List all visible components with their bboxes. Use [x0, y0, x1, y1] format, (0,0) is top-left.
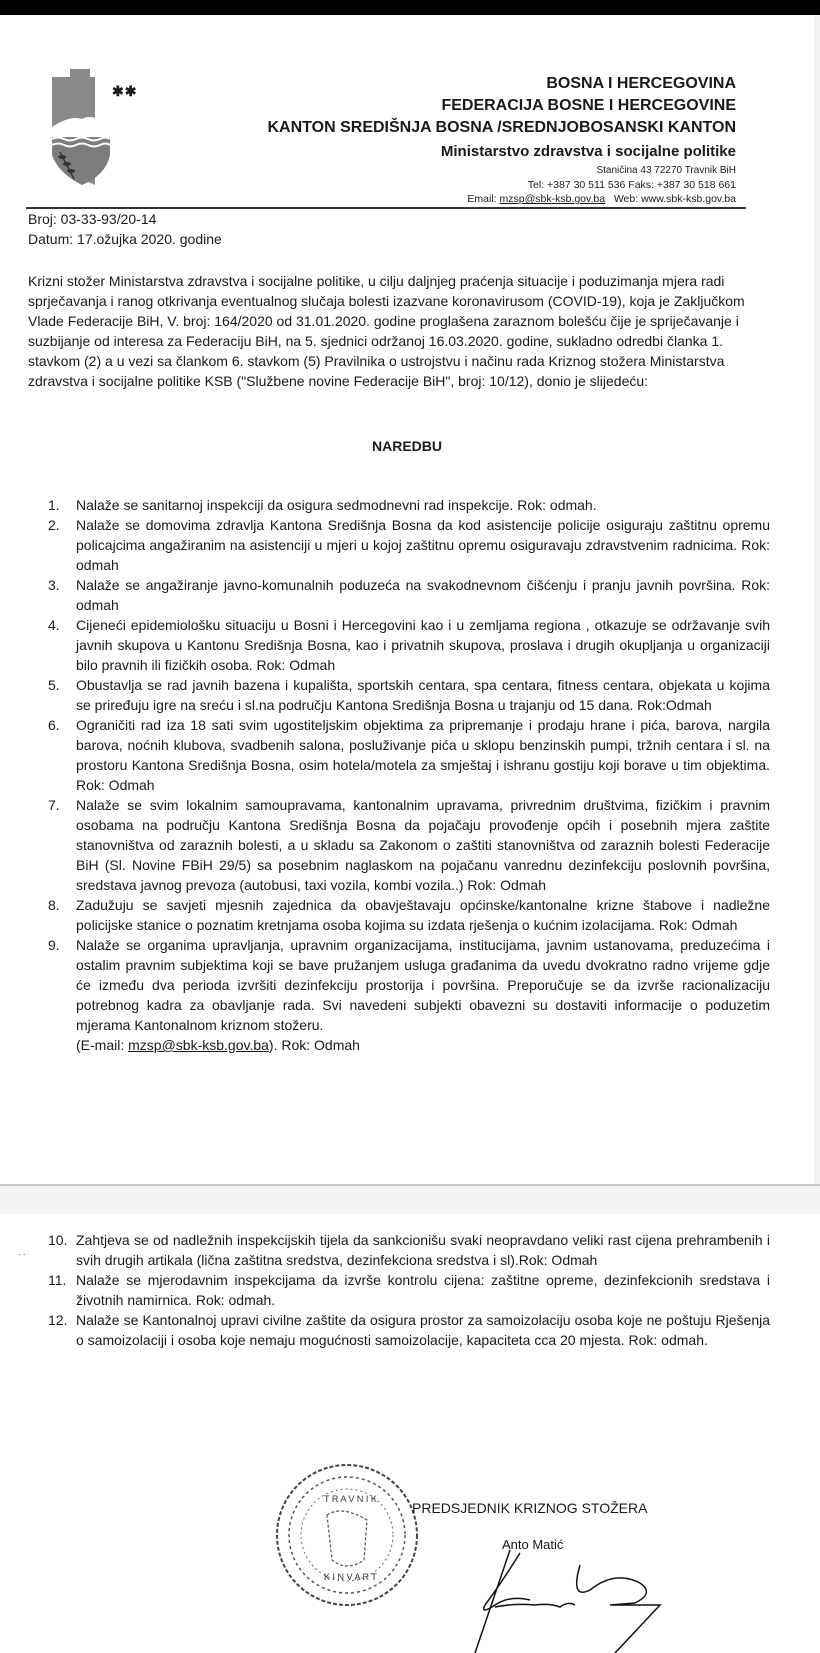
page-edge	[814, 15, 820, 1190]
order-item: 8. Zadužuju se savjeti mjesnih zajednica da obavještavaju općinske/kantonalne krizne štabove i nadležne policijske stanice o poznatim kretnjama osoba kojima su izdata rješenja o kućnim izolacijama. Rok: Odmah	[48, 897, 770, 933]
header-country: BOSNA I HERCEGOVINA	[546, 75, 736, 92]
intro-paragraph: Krizni stožer Ministarstva zdravstva i socijalne politike, u cilju daljnjeg praćenja situacije i poduzimanja mjera radi sprječavanja i ranog otkrivanja eventualnog slučaja bolesti izazvane koronavirusom (COVID-19), koja je Zaključkom Vlade Federacije BiH, V. broj: 164/2020 od 31.01.2020. godine proglašena zaraznom bolešću čije je spriječavanje i suzbijanje od interesa za Federaciju BiH, na 5. sjednici održanoj 16.03.2020. godine, sukladno odredbi članka 1. stavkom (2) a u vezi sa člankom 6. stavkom (5) Pravilnika o ustrojstvu i načinu rada Kriznog stožera Ministarstva zdravstva i socijalne politike KSB ("Službene novine Federacije BiH", broj: 10/12), donio je slijedeću:	[28, 273, 745, 389]
order-item: 9. Nalaže se organima upravljanja, upravnim organizacijama, institucijama, javnim ustanovama, preduzećima i ostalim pravnim subjektima koji se bave pružanjem usluga građanima da uvedu dvokratno radno vrijeme gdje će između dva perioda izvršiti dezinfekciju prostorija i površina. Preporučuje se da izvrše racionalizaciju potrebnog kadra za obavljanje rada. Svi navedeni subjekti obavezni su dostaviti informacije o poduzetim mjerama Kantonalnom kriznom stožeru. (E-mail: mzsp@sbk-ksb.gov.ba). Rok: Odmah	[48, 937, 770, 1053]
order-item: 1. Nalaže se sanitarnoj inspekciji da osigura sedmodnevni rad inspekcije. Rok: odmah.	[48, 497, 597, 513]
signatory-title: PREDSJEDNIK KRIZNOG STOŽERA	[412, 1500, 648, 1516]
scan-dots: · ·	[18, 1250, 26, 1259]
order-item: 10. Zahtjeva se od nadležnih inspekcijskih tijela da sankcionišu svaki neopravdano veliki rast cijena prehrambenih i svih drugih artikala (lična zaštitna sredstva, dezinfekciona sredstva i sl).Rok: Odmah	[48, 1232, 770, 1268]
header-canton: KANTON SREDIŠNJA BOSNA /SREDNJOBOSANSKI KANTON	[267, 119, 736, 136]
document-date: Datum: 17.ožujka 2020. godine	[28, 231, 222, 247]
orders-list-page-2	[0, 1230, 770, 1350]
crest-stars-icon: ✱✱	[112, 83, 138, 99]
svg-text:K I N V A R T: K I N V A R T	[324, 1572, 377, 1582]
order-item: 11. Nalaže se mjerodavnim inspekcijama da izvrše kontrolu cijena: zaštitne opreme, dezinfekcionih sredstava i životnih namirnica. Rok: odmah.	[48, 1272, 770, 1308]
top-black-bar	[0, 0, 820, 15]
order-item: 3. Nalaže se angažiranje javno-komunalnih poduzeća na svakodnevnom čišćenju i pranju javnih površina. Rok: odmah	[48, 577, 770, 613]
web-link[interactable]: Web: www.sbk-ksb.gov.ba	[605, 193, 736, 205]
header-contact	[467, 193, 736, 205]
order-email-link[interactable]: mzsp@sbk-ksb.gov.ba	[128, 1037, 269, 1053]
header-federation: FEDERACIJA BOSNE I HERCEGOVINE	[441, 97, 736, 114]
email-label: Email:	[467, 193, 500, 205]
order-item: 6. Ograničiti rad iza 18 sati svim ugostiteljskim objektima za pripremanje i prodaju hrane i pića, barova, nargila barova, noćnih klubova, svadbenih salona, posluživanje pića u sklopu benzinskih pumpi, tržnih centara i sl. na prostoru Kantona Središnja Bosna, osim hotela/motela za smještaj i ishranu gostiju koji borave u tim objektima. Rok: Odmah	[48, 717, 770, 793]
order-item: 5. Obustavlja se rad javnih bazena i kupališta, sportskih centara, spa centara, fitness centara, objekata u kojima se priređuju igre na sreću i sl.na području Kantona Središnja Bosna u trajanju od 15 dana. Rok:Odmah	[48, 677, 770, 713]
header-ministry: Ministarstvo zdravstva i socijalne politike	[440, 143, 736, 160]
order-item: 12. Nalaže se Kantonalnoj upravi civilne zaštite da osigura prostor za samoizolaciju osoba koje ne poštuju Rješenja o samoizolaciji i osoba koje nemaju mogućnosti samoizolacije, kapaciteta cca 20 mjesta. Rok: odmah.	[48, 1312, 770, 1348]
header-address: Staničina 43 72270 Travnik BiH	[596, 165, 736, 176]
order-item: 4. Cijeneći epidemiološku situaciju u Bosni i Hercegovini kao i u zemljama regiona , otkazuje se održavanje svih javnih skupova u Kantonu Središnja Bosna, kao i privatnih skupova, proslava i drugih okupljanja u organizaciji bilo pravnih ili fizičkih osoba. Rok: Odmah	[48, 617, 770, 673]
header-divider	[26, 207, 746, 209]
orders-list-page-1	[0, 495, 770, 1055]
page-separator	[0, 1184, 820, 1214]
svg-text:T R A V N I K: T R A V N I K	[324, 1494, 377, 1504]
handwritten-signature-icon	[440, 1545, 670, 1653]
coat-of-arms-icon	[50, 67, 115, 185]
document-title: NAREDBU	[372, 438, 442, 454]
official-stamp-icon	[272, 1460, 422, 1610]
document-page-1	[0, 15, 814, 1185]
order-item: 7. Nalaže se svim lokalnim samoupravama, kantonalnim upravama, privrednim društvima, fizičkim i pravnim osobama na području Kantona Središnja Bosna da pojačaju provođenje općih i posebnih mjera zaštite stanovništva od zaraznih bolesti, a u skladu sa Zakonom o zaštiti stanovništva od zaraznih bolesti Federacije BiH (Sl. Novine FBiH 29/5) sa posebnim naglaskom na pojačanu vanrednu dezinfekciju poslovnih površina, sredstava javnog prevoza (autobusi, taxi vozila, kombi vozila..) Rok: Odmah	[48, 797, 770, 893]
order-item: 2. Nalaže se domovima zdravlja Kantona Središnja Bosna da kod asistencije policije osiguraju zaštitnu opremu policajcima angažiranim na asistenciji u mjeri u kojoj zaštitnu opremu osiguravaju zdravstvenim radnicima. Rok: odmah	[48, 517, 770, 573]
header-phone: Tel: +387 30 511 536 Faks: +387 30 518 661	[527, 179, 736, 191]
email-link[interactable]: mzsp@sbk-ksb.gov.ba	[499, 193, 606, 205]
document-number: Broj: 03-33-93/20-14	[28, 211, 157, 227]
signatory-name: Anto Matić	[502, 1537, 564, 1552]
